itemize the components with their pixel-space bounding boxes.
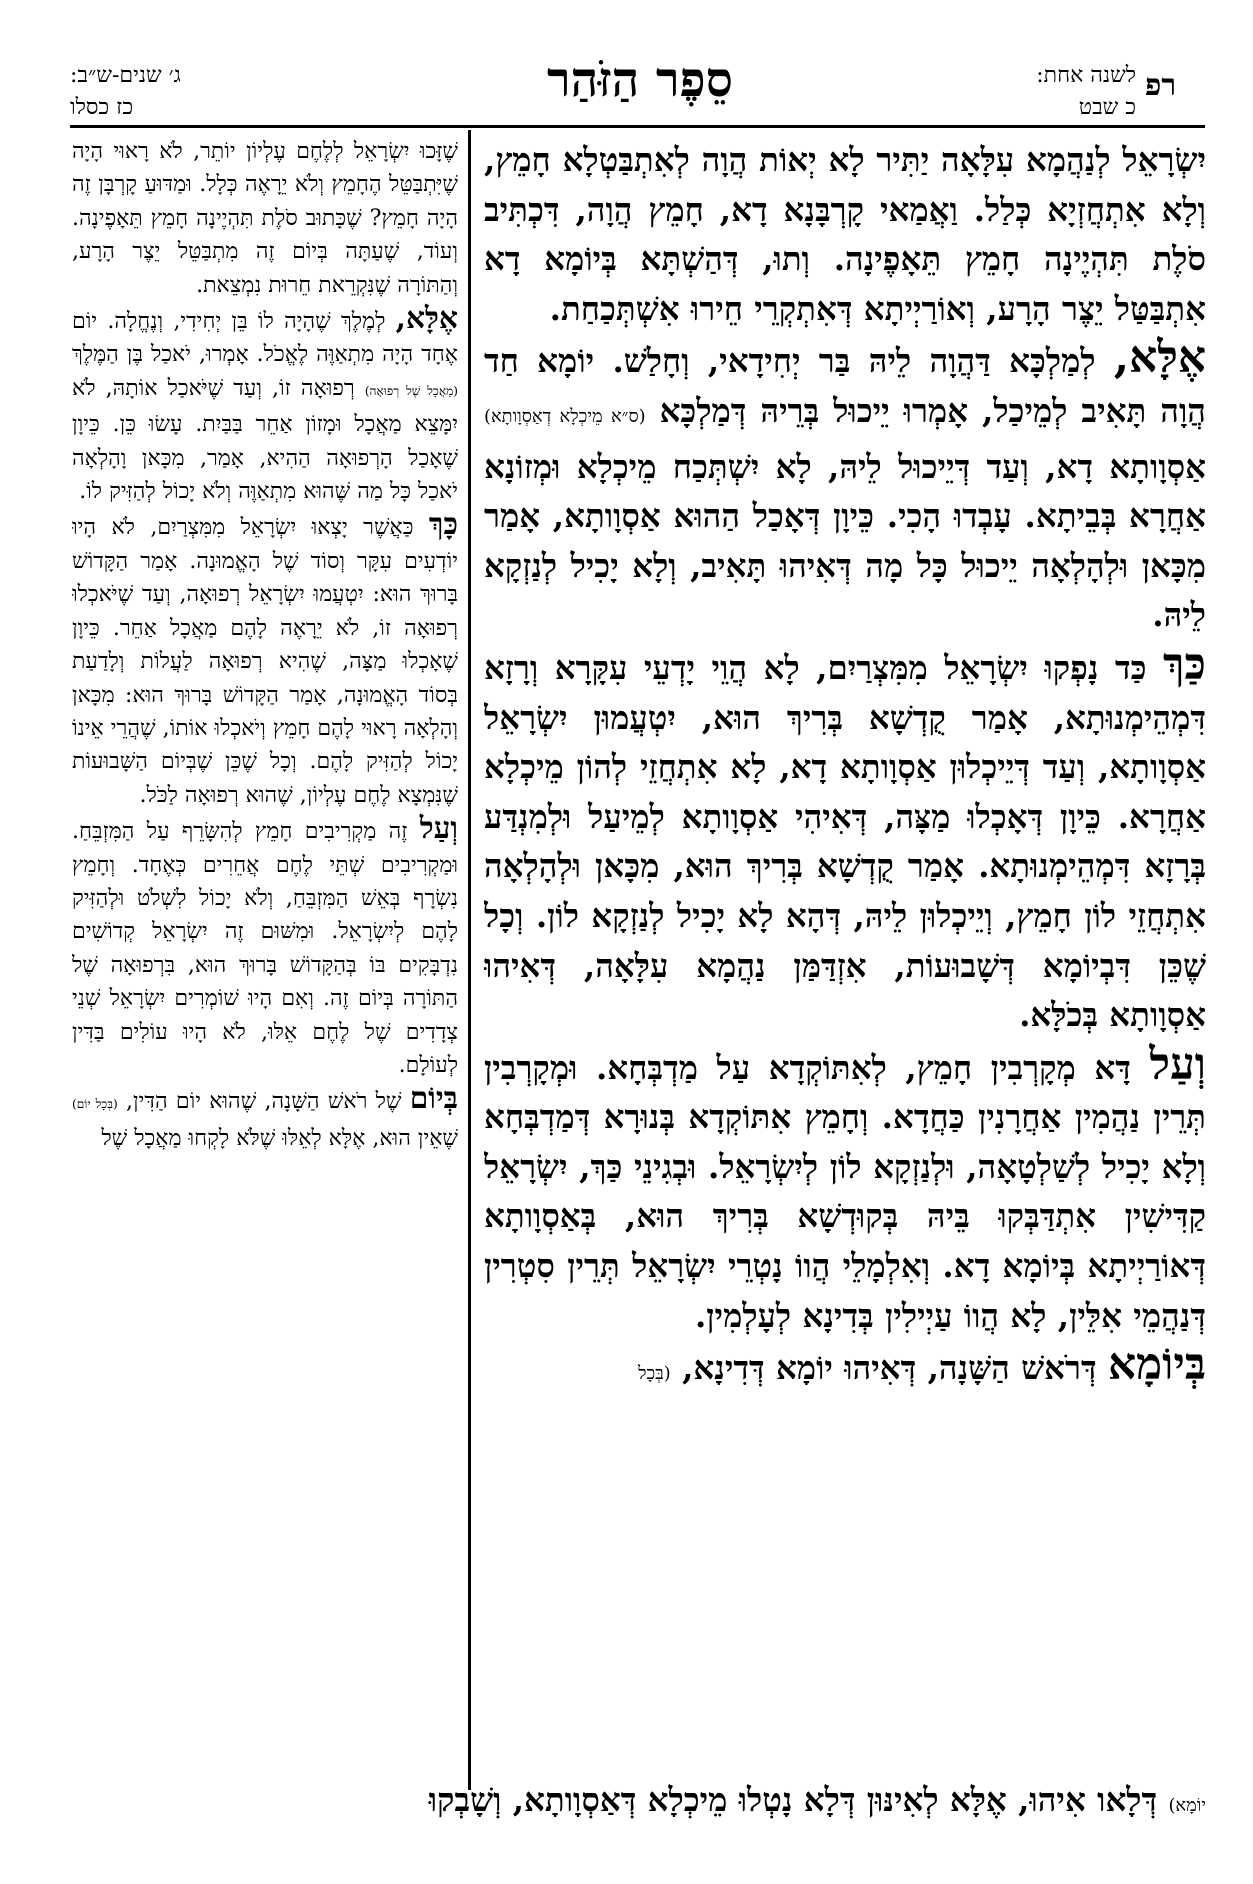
opening-word: אֶלָּא,	[395, 301, 458, 337]
bottom-continuation-line	[70, 1775, 1206, 1831]
opening-word: וְעַל	[419, 811, 458, 847]
aramaic-paragraph	[484, 333, 1206, 640]
opening-word: בְּיוֹם	[409, 1081, 458, 1117]
hebrew-paragraph	[72, 302, 458, 508]
paragraph-text: שֶׁל רֹאשׁ הַשָּׁנָה, שֶׁהוּא יוֹם הַדִּין,	[126, 1089, 410, 1115]
variant-gloss: (בְּכָל	[638, 1363, 671, 1385]
variant-gloss: (מַאֲכָל שֶׁל רְפוּאָה)	[364, 383, 458, 398]
opening-word: כָּךְ	[428, 507, 458, 543]
page-header	[0, 0, 1253, 120]
paragraph-text: דָּא מְקָרְבִין חָמֵץ, לְאִתּוֹקְדָא עַל מַדְבְּחָא. וּמְקָרְבִין תְּרֵין נַהֲמִין אַחֲרָנִין כַּחֲדָא. וְחָמֵץ אִתּוֹקְדָא בְּנוּרָא דְּמַדְבְּחָא וְלָא יָכִיל לְשַׁלְטָאָה, וּלְנַזְקָא לוֹן לְיִשְׂרָאֵל. וּבְגִינֵי כַּךְ, יִשְׂרָאֵל קַדִּישִׁין אִתְדַּבְּקוּ בֵּיהּ בְּקוּדְשָׁא בְּרִיךְ הוּא, בְּאַסְוָותָא דְּאוֹרַיְיתָא בְּיוֹמָא דָא. וְאִלְמָלֵי הֲווֹ נָטְרֵי יִשְׂרָאֵל תְּרֵין סִטְרִין דְּנַהֲמֵי אִלֵּין, לָא הֲווֹ עַיְילִין בְּדִינָא לְעָלְמִין.	[484, 1047, 1206, 1335]
calendar-three-years: ג׳ שנים-ש״ב:	[70, 63, 181, 88]
opening-word: בְּיוֹמָא	[1107, 1339, 1206, 1391]
page-number: רפ	[1145, 68, 1177, 103]
paragraph-text: זֶה מַקְרִיבִים חָמֵץ לְהִשָּׂרֵף עַל הַמִּזְבֵּחַ. וּמַקְרִיבִים שְׁתֵּי לֶחֶם אֲחֵרִים כְּאֶחָד. וְחָמֵץ נִשְׂרָף בְּאֵשׁ הַמִּזְבֵּחַ, וְלֹא יָכוֹל לִשְׁלֹט וּלְהַזִּיק לָהֶם לְיִשְׂרָאֵל. וּמִשּׁוּם זֶה יִשְׂרָאֵל קְדוֹשִׁים נִדְבָּקִים בּוֹ בְּהַקָּדוֹשׁ בָּרוּךְ הוּא, בִּרְפוּאָה שֶׁל הַתּוֹרָה בְּיוֹם זֶה. וְאִם הָיוּ שׁוֹמְרִים יִשְׂרָאֵל שְׁנֵי צְדָדִים שֶׁל לֶחֶם אֵלּוּ, לֹא הָיוּ עוֹלִים בַּדִּין לְעוֹלָם.	[72, 819, 458, 1078]
hebrew-paragraph	[72, 135, 458, 302]
header-rule	[70, 125, 1205, 128]
paragraph-text: אַסְוָותָא דָא, וְעַד דְּיֵיכוּל לֵיהּ, לָא יִשְׁתְּכַח מֵיכְלָא וּמְזוֹנָא אַחֲרָא בְּבֵיתָא. עָבְדוּ הָכִי. כֵּיוָן דְּאָכַל הַהוּא אַסְוָותָא, אָמַר מִכָּאן וּלְהָלְאָה יֵיכוּל כָּל מָה דְּאִיהוּ תָּאִיב, וְלָא יָכִיל לְנַזְקָא לֵיהּ.	[484, 446, 1206, 635]
paragraph-text: דְּרֹאשׁ הַשָּׁנָה, דְּאִיהוּ יוֹמָא דְּדִינָא,	[682, 1348, 1108, 1388]
column-divider	[468, 130, 471, 1790]
paragraph-text: כַּד נָפְקוּ יִשְׂרָאֵל מִמִּצְרַיִם, לָא הֲוֵי יָדְעֵי עִקָּרָא וְרָזָא דִּמְהֵימְנוּתָא, אָמַר קֻדְשָׁא בְּרִיךְ הוּא, יִטְעֲמוּן יִשְׂרָאֵל אַסְוָותָא, וְעַד דְּיֵיכְלוּן אַסְוָותָא דָא, לָא אִתְחֲזֵי לְהוֹן מֵיכְלָא אַחֲרָא. כֵּיוָן דְּאָכְלוּ מַצָּה, דְּאִיהִי אַסְוָותָא לְמֵיעַל וּלְמִנְדַּע בְּרָזָא דִּמְהֵימְנוּתָא. אָמַר קֻדְשָׁא בְּרִיךְ הוּא, מִכָּאן וּלְהָלְאָה אִתְחֲזֵי לוֹן חָמֵץ, וְיֵיכְלוּן לֵיהּ, דְּהָא לָא יָכִיל לְנַזְקָא לוֹן. וְכָל שֶׁכֵּן דִּבְיוֹמָא דְּשָׁבוּעוֹת, אִזְדַּמַּן נַהֲמָא עִלָּאָה, דְּאִיהוּ אַסְוָותָא בְּכֹלָּא.	[484, 647, 1206, 1035]
opening-word: אֶלָּא,	[1113, 332, 1206, 384]
aramaic-paragraph	[484, 135, 1206, 333]
hebrew-translation-column	[72, 135, 458, 1790]
aramaic-paragraph	[484, 1040, 1206, 1341]
variant-gloss: יוֹמָא)	[1168, 1795, 1206, 1816]
calendar-one-year: לשנה אחת:	[1036, 63, 1136, 88]
variant-gloss: (בְּכָל יוֹם)	[72, 1097, 118, 1112]
variant-gloss: (ס״א מֵיכְלָא דְאַסְוָותָא)	[484, 405, 646, 427]
paragraph-text: כַּאֲשֶׁר יָצְאוּ יִשְׂרָאֵל מִמִּצְרַיִם, לֹא הָיוּ יוֹדְעִים עִקָּר וְסוֹד שֶׁל הָאֱמוּנָה. אָמַר הַקָּדוֹשׁ בָּרוּךְ הוּא: יִטְעֲמוּ יִשְׂרָאֵל רְפוּאָה, וְעַד שֶׁיֹּאכְלוּ רְפוּאָה זוֹ, לֹא יֵרָאֶה לָהֶם מַאֲכָל אַחֵר. כֵּיוָן שֶׁאָכְלוּ מַצָּה, שֶׁהִיא רְפוּאָה לַעֲלוֹת וְלָדַעַת בְּסוֹד הָאֱמוּנָה, אָמַר הַקָּדוֹשׁ בָּרוּךְ הוּא: מִכָּאן וְהָלְאָה רָאוּי לָהֶם חָמֵץ וְיֹאכְלוּ אוֹתוֹ, שֶׁהֲרֵי אֵינוֹ יָכוֹל לְהַזִּיק לָהֶם. וְכָל שֶׁכֵּן שֶׁבְּיוֹם הַשָּׁבוּעוֹת שֶׁנִּמְצָא לֶחֶם עֶלְיוֹן, שֶׁהוּא רְפוּאָה לַכֹּל.	[72, 515, 458, 808]
hebrew-paragraph	[72, 1082, 458, 1155]
paragraph-text: לְמַלְכָּא דַּהֲוָה לֵיהּ בַּר יְחִידָאי, וְחָלַשׁ. יוֹמָא חַד הֲוָה תָּאִיב לְמֵיכַל, אָמְרוּ יֵיכוּל בְּרֵיהּ דְּמַלְכָּא	[484, 341, 1206, 430]
opening-word: כַּךְ	[1163, 638, 1206, 690]
aramaic-paragraph	[484, 1340, 1206, 1399]
aramaic-text-column	[484, 135, 1206, 1765]
paragraph-text: לְמֶלֶךְ שֶׁהָיָה לוֹ בֵּן יְחִידִי, וְנֶחֱלָה. יוֹם אֶחָד הָיָה מִתְאַוֶּה לֶאֱכֹל. אָמְרוּ, יֹאכַל בֶּן הַמֶּלֶךְ	[72, 309, 458, 368]
calendar-date-shevat: כ שבט	[1078, 95, 1136, 120]
calendar-date-kislev: כז כסלו	[70, 95, 134, 120]
book-title: סֵפֶר הַזֹּהַר	[547, 52, 733, 108]
aramaic-paragraph	[484, 640, 1206, 1040]
continuation-text: דְּלָאו אִיהוּ, אֶלָּא לְאִינּוּן דְּלָא נָטְלוּ מֵיכְלָא דְּאַסְוָותָא, וְשָׁבְקוּ	[428, 1780, 1169, 1819]
hebrew-paragraph	[72, 812, 458, 1082]
hebrew-paragraph	[72, 508, 458, 812]
paragraph-text: שֶׁזָּכוּ יִשְׂרָאֵל לְלֶחֶם עֶלְיוֹן יוֹתֵר, לֹא רָאוּי הָיָה שֶׁיִּתְבַּטֵּל הֶחָמֵץ וְלֹא יֵרָאֶה כְּלָל. וּמַדּוּעַ קָרְבָּן זֶה הָיָה חָמֵץ? שֶׁכָּתוּב סֹלֶת תִּהְיֶינָה חָמֵץ תֵּאָפֶינָה. וְעוֹד, שֶׁעַתָּה בְּיוֹם זֶה מִתְבַּטֵּל יֵצֶר הָרָע, וְהַתּוֹרָה שֶׁנִּקְרֵאת חֵרוּת נִמְצֵאת.	[72, 139, 458, 298]
paragraph-text: רְפוּאָה זוֹ, וְעַד שֶׁיֹּאכַל אוֹתָהּ, לֹא יִמָּצֵא מַאֲכָל וּמָזוֹן אַחֵר בַּבַּיִת. עָשׂוּ כֵּן. כֵּיוָן שֶׁאָכַל הָרְפוּאָה הַהִיא, אָמַר, מִכָּאן וָהָלְאָה יֹאכַל כָּל מַה שֶּׁהוּא מִתְאַוֶּה וְלֹא יָכוֹל לְהַזִּיק לוֹ.	[72, 375, 458, 505]
paragraph-text: יִשְׂרָאֵל לְנַהֲמָא עִלָּאָה יַתִּיר לָא יְאוֹת הֲוָה לְאִתְבַּטְלָא חָמֵץ, וְלָא אִתְחֲזְיָא כְּלַל. וַאֲמַאי קָרְבָּנָא דָא, חָמֵץ הֲוָה, דִּכְתִּיב סֹלֶת תִּהְיֶינָה חָמֵץ תֵּאָפֶינָה. וְתוּ, דְּהַשְׁתָּא בְּיוֹמָא דָא אִתְבַּטַּל יֵצֶר הָרָע, וְאוֹרַיְיתָא דְּאִתְקְרֵי חֵירוּ אִשְׁתְּכַחַת.	[484, 140, 1206, 328]
paragraph-text: שֶׁאֵין הוּא, אֶלָּא לְאֵלּוּ שֶׁלֹּא לָקְחוּ מַאֲכָל שֶׁל	[101, 1125, 458, 1151]
opening-word: וְעַל	[1149, 1038, 1206, 1090]
